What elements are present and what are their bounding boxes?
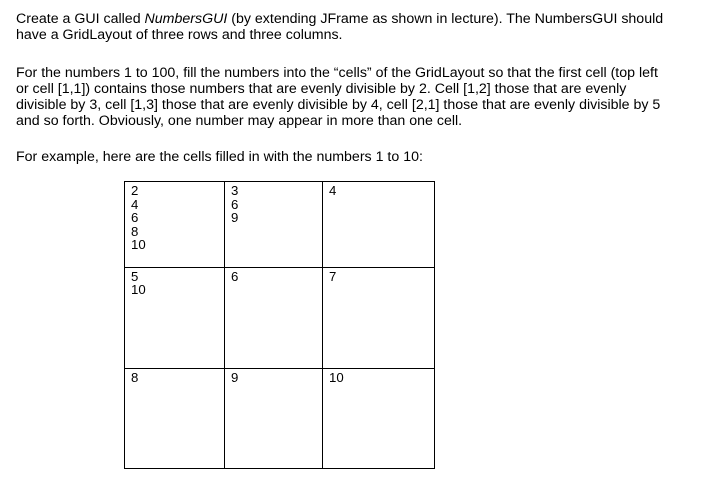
cell-number: 4	[329, 183, 337, 198]
cell-number: 10	[329, 370, 344, 386]
cell-number: 7	[329, 268, 337, 284]
grid-cell-2-3	[323, 267, 435, 369]
cell-number: 8	[131, 223, 139, 239]
instructions-line-1: For the numbers 1 to 100, fill the numbers into the “cells” of the GridLayout so that the first cell (top left	[16, 65, 658, 81]
instructions-line-4: and so forth. Obviously, one number may appear in more than one cell.	[16, 113, 463, 129]
cell-number: 3	[231, 183, 239, 198]
cell-number-list	[225, 182, 322, 225]
example-caption-text: For example, here are the cells filled in with the numbers 1 to 10:	[16, 149, 423, 165]
grid-cell-2-1	[125, 267, 225, 369]
cell-number: 9	[231, 210, 239, 225]
grid-cell-2-2	[225, 267, 323, 369]
grid-cell-1-1	[125, 182, 225, 268]
instructions-paragraph	[16, 65, 660, 129]
cell-number: 6	[231, 196, 239, 212]
instructions-line-2: or cell [1,1]) contains those numbers that are evenly divisible by 2. Cell [1,2] those that are evenly	[16, 81, 627, 97]
grid-row-2	[125, 267, 435, 369]
cell-number: 8	[131, 370, 139, 386]
class-name-italic: NumbersGUI	[144, 11, 228, 27]
example-caption	[16, 149, 423, 165]
intro-line-2: have a GridLayout of three rows and three columns.	[16, 27, 343, 43]
intro-text-start: Create a GUI called	[16, 11, 145, 27]
cell-number-list	[125, 268, 224, 297]
cell-number: 6	[231, 268, 239, 284]
cell-number: 5	[131, 268, 139, 284]
intro-text-end: (by extending JFrame as shown in lecture). The NumbersGUI should	[227, 11, 664, 27]
grid-cell-1-3	[323, 182, 435, 268]
grid-row-3	[125, 369, 435, 469]
cell-number-list	[323, 182, 434, 198]
cell-number: 10	[131, 237, 146, 252]
cell-number-list	[225, 268, 322, 284]
grid-cell-3-1	[125, 369, 225, 469]
cell-number-list	[125, 369, 224, 385]
intro-line-1	[16, 11, 663, 27]
cell-number: 2	[131, 183, 139, 198]
cell-number-list	[323, 369, 434, 385]
example-grid-table	[124, 181, 435, 469]
cell-number: 10	[131, 282, 146, 298]
instructions-line-3: divisible by 3, cell [1,3] those that are evenly divisible by 4, cell [2,1] those that are evenly divisible by 5	[16, 97, 661, 113]
grid-cell-1-2	[225, 182, 323, 268]
grid-body	[125, 182, 435, 469]
cell-number: 4	[131, 196, 139, 212]
grid-cell-3-2	[225, 369, 323, 469]
cell-number-list	[323, 268, 434, 284]
grid-cell-3-3	[323, 369, 435, 469]
cell-number-list	[225, 369, 322, 385]
cell-number-list	[125, 182, 224, 252]
intro-paragraph	[16, 11, 663, 43]
cell-number: 9	[231, 370, 239, 386]
cell-number: 6	[131, 210, 139, 225]
grid-row-1	[125, 182, 435, 268]
